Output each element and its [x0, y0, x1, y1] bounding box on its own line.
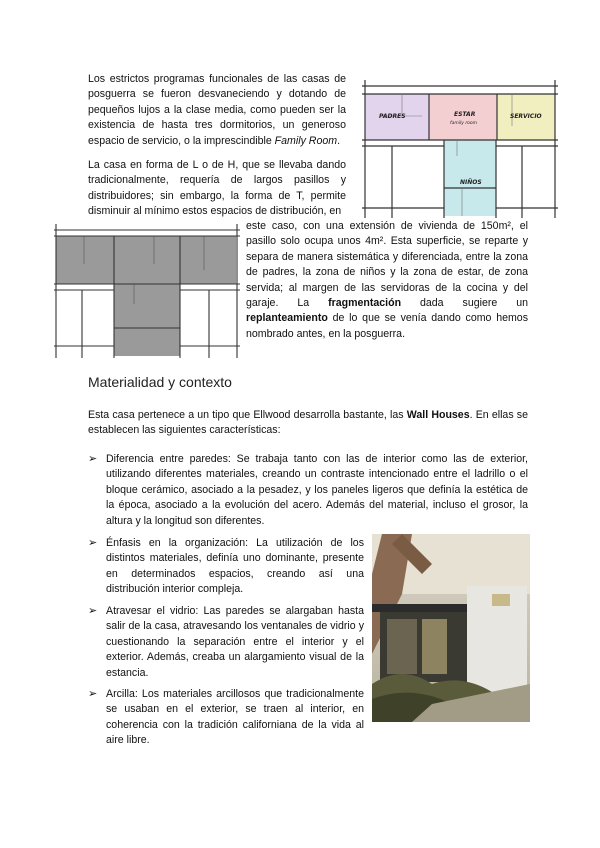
label-estar: ESTAR [454, 111, 476, 118]
section-intro-end: . En ellas se establecen las siguientes características: [88, 409, 528, 437]
bullet-arrow-icon: ➢ [88, 537, 98, 549]
p3-bold-replanteamiento: replanteamiento [246, 312, 328, 325]
wall-houses: Wall Houses [406, 409, 470, 421]
label-family-room: family room [450, 121, 478, 126]
p3-text: este caso, con una extensión de vivienda de 150m², el pasillo solo ocupa unos 4m². Esta superficie, se reparte y separa de manera sistemática y diferenciada, entre la zona de padres, la zona de niños y la zona de estar, de zona servida; al margen de las servidoras de la cocina y del garaje. La [246, 220, 528, 310]
section-title: Materialidad y contexto [88, 374, 232, 390]
bullet-arrow-icon: ➢ [88, 605, 98, 617]
p3-end: de lo que se venía dando como hemos nombrado antes, en la posguerra. [246, 312, 528, 340]
zone-ninos [444, 140, 496, 216]
label-padres: PADRES [379, 113, 406, 120]
p3-bold-fragmentacion: fragmentación [328, 297, 402, 310]
bullet-arcilla: Arcilla: Los materiales arcillosos que tradicionalmente se usaban en el exterior, se traen al interior, en coherencia con la tradición californiana de la vida al aire libre. [106, 688, 364, 747]
house-photo [372, 534, 530, 722]
intro-paragraph-1 [88, 72, 346, 149]
p1-emphasis: Family Room [274, 134, 338, 147]
floor-plan-zones [362, 76, 558, 218]
label-servicio: SERVICIO [510, 113, 542, 120]
p1-end: . [337, 134, 341, 147]
bullet-arrow-icon: ➢ [88, 688, 98, 700]
section-intro [88, 408, 528, 439]
intro-paragraph-2 [88, 158, 346, 220]
bullet-vidrio: Atravesar el vidrio: Las paredes se alargaban hasta salir de la casa, atravesando los ventanales de vidrio y cuestionando la separación entre el interior y el exterior. Además, creaba un alargamiento visual de la estancia. [106, 605, 364, 679]
bullet-organizacion: Énfasis en la organización: La utilización de los distintos materiales, definía uno dominante, presente en determinados espacios, creando así una distribución interior compleja. [106, 537, 364, 596]
bullet-arrow-icon: ➢ [88, 453, 98, 465]
floor-plan-gray [54, 224, 240, 358]
intro-paragraph-3 [246, 219, 528, 342]
p2-text: La casa en forma de L o de H, que se llevaba dando tradicionalmente, requería de largos pasillos y distribuidores; sin embargo, la forma de T, permite disminuir al mínimo estos espacios de distribución, en [88, 159, 346, 218]
bullet-paredes: Diferencia entre paredes: Se trabaja tanto con las de interior como las de exterior, utilizando diferentes materiales, creando un contraste intencionado entre el ladrillo o el bloque cerámico, asociado a la pesadez, y los paneles ligeros que definía la estética de la época, asociado a la evolución del acero. Además del material, incluso el grosor, la altura y la longitud son diferentes. [106, 453, 528, 527]
label-ninos: NIÑOS [460, 179, 482, 186]
section-intro-text: Esta casa pertenece a un tipo que Ellwood desarrolla bastante, las [88, 409, 407, 421]
p1-text: Los estrictos programas funcionales de las casas de posguerra se fueron desvaneciendo y dotando de pequeños lujos a la clase media, como pueden ser la existencia de hasta tres dormitorios, un generoso espacio de servicio, o la imprescindible [88, 73, 346, 147]
p3-mid: dada sugiere un [401, 297, 528, 310]
